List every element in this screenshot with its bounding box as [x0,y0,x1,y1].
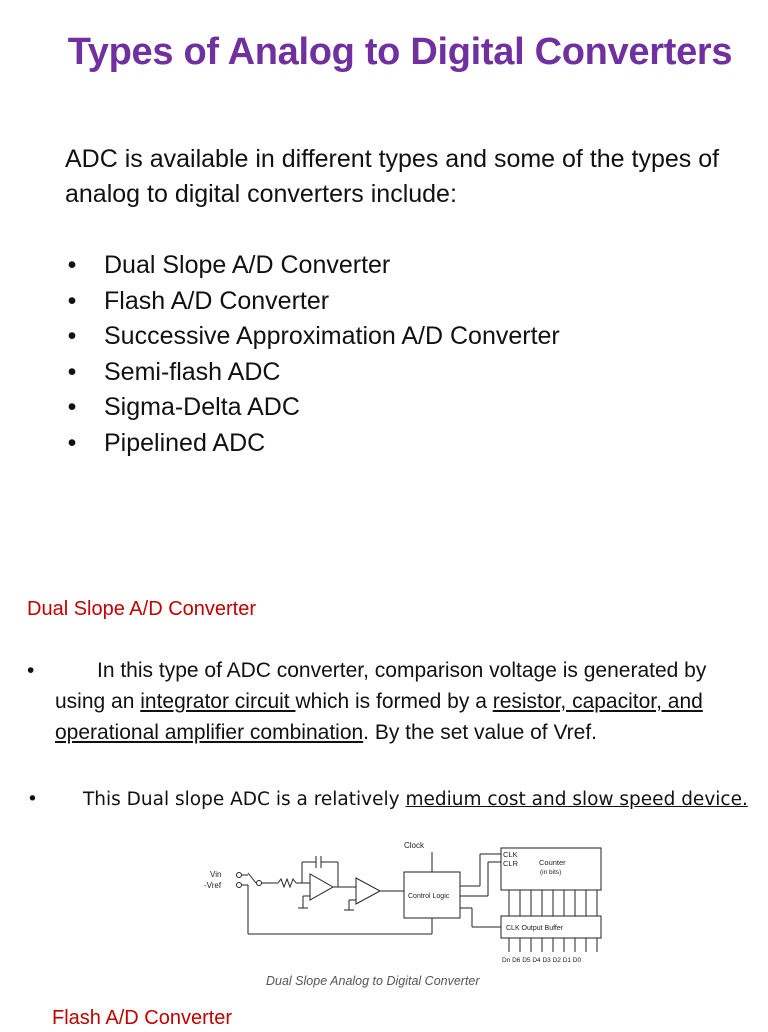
slide-title: Types of Analog to Digital Converters [67,31,733,73]
bullet-icon: • [67,393,77,422]
counter-bits-label: (in bits) [540,869,562,876]
list-item [62,355,560,391]
paragraph-text [27,655,757,748]
rc-opamp-link[interactable]: resistor, capacitor, and operational amplifier combination [55,690,703,744]
list-item [62,319,560,355]
text-run: which is formed by a [295,690,493,713]
text-run: This Dual slope ADC is a relatively [83,789,406,810]
list-item-label: Pipelined ADC [104,428,266,457]
section-heading-dual-slope: Dual Slope A/D Converter [27,598,257,620]
intro-paragraph: ADC is available in different types and some of the types of analog to digital converters include: [65,145,720,208]
adc-types-list [62,248,560,462]
list-item [62,426,560,462]
medium-cost-link[interactable]: medium cost and slow speed device. [405,789,748,810]
list-item-label: Flash A/D Converter [104,286,330,315]
clk-label: CLK [503,850,518,859]
list-item [62,390,560,426]
bullet-icon: • [67,428,77,457]
list-item-label: Sigma-Delta ADC [104,393,300,422]
list-item [62,284,560,320]
bullet-icon: • [67,357,77,386]
clock-label: Clock [404,841,425,850]
control-logic-label: Control Logic [408,893,450,900]
counter-label: Counter [539,858,566,867]
text-run: . By the set value of Vref. [363,721,598,744]
output-buffer-label: CLK Output Buffer [506,925,564,932]
vref-label: -Vref [204,881,222,890]
bullet-icon: • [27,659,35,682]
text-run: In this type of ADC converter, comparison voltage is generated by using an [55,659,707,713]
clr-label: CLR [503,859,519,868]
list-item-label: Semi-flash ADC [104,357,281,386]
integrator-circuit-link[interactable]: integrator circuit [140,690,296,713]
vin-label: Vin [210,870,222,879]
dual-slope-adc-diagram [196,838,616,970]
bullet-icon: • [67,322,77,351]
output-pins-label: Dn D6 D5 D4 D3 D2 D1 D0 [502,957,582,964]
dual-slope-paragraph-2 [27,786,757,813]
dual-slope-paragraph-1 [27,655,757,748]
list-item-label: Successive Approximation A/D Converter [104,322,560,351]
section-heading-flash: Flash A/D Converter [52,1007,233,1029]
bullet-icon: • [27,789,38,810]
bullet-icon: • [67,286,77,315]
bullet-icon: • [67,251,77,279]
diagram-caption: Dual Slope Analog to Digital Converter [266,974,480,988]
list-item-label: Dual Slope A/D Converter [104,251,391,279]
paragraph-text [27,786,757,813]
list-item [62,248,560,284]
